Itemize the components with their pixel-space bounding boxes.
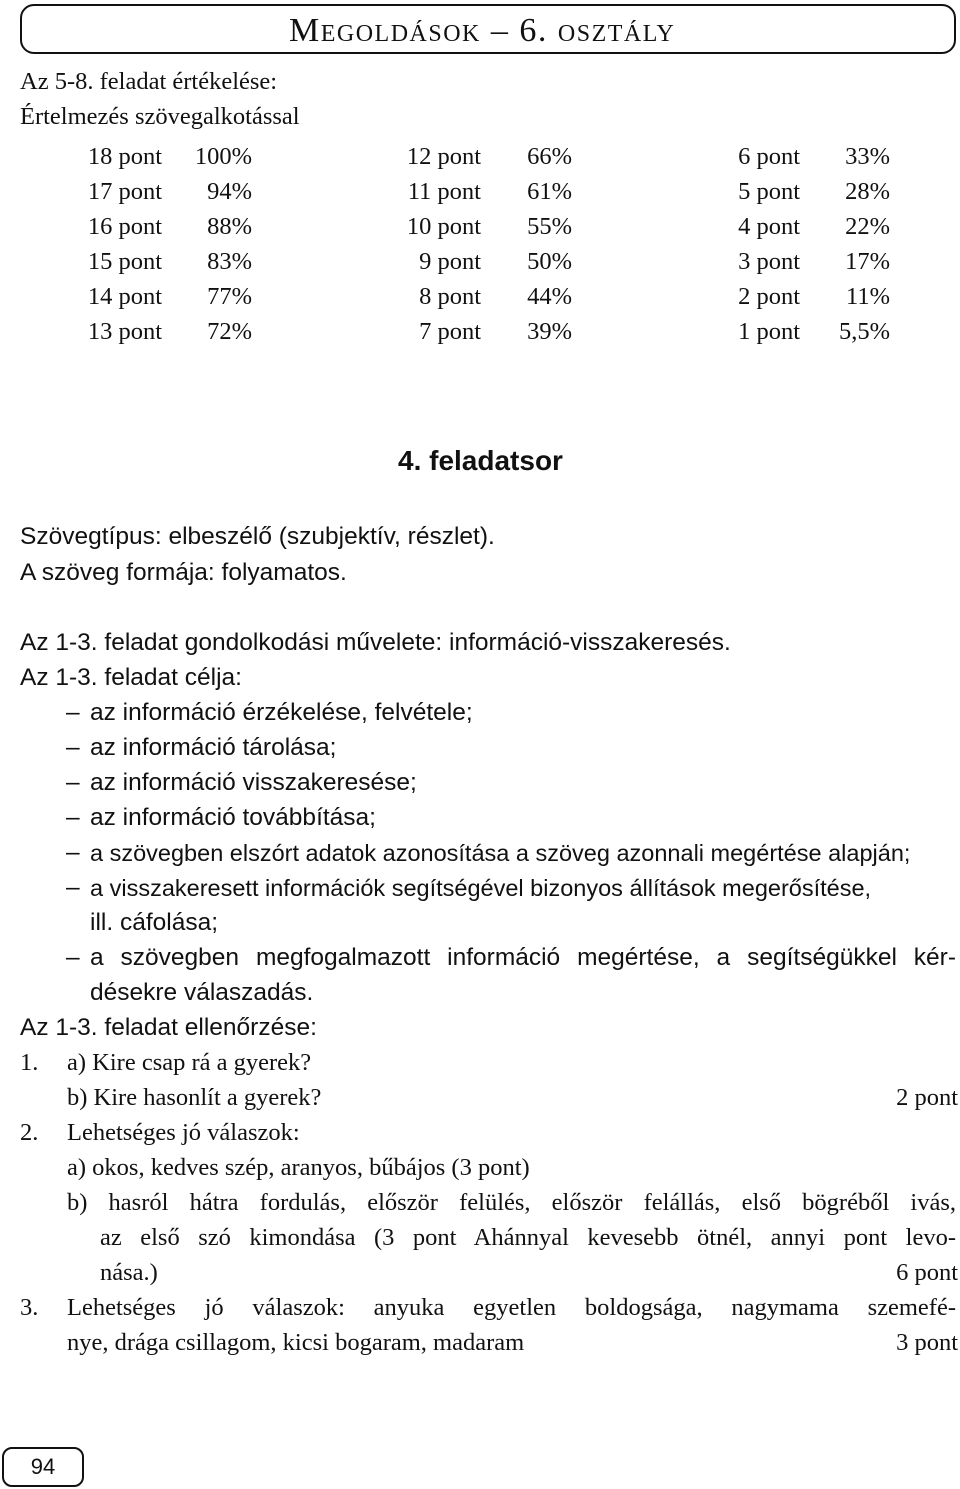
score-percent: 88% bbox=[207, 213, 252, 240]
score-percent: 22% bbox=[845, 213, 890, 240]
score-points: 7 pont bbox=[419, 318, 481, 345]
goal-item-continued: désekre válaszadás. bbox=[90, 979, 314, 1006]
q3-line2: nye, drága csillagom, kicsi bogaram, madaram bbox=[67, 1329, 525, 1356]
goal-item: az információ érzékelése, felvétele; bbox=[90, 699, 473, 726]
score-percent: 72% bbox=[207, 318, 252, 345]
score-percent: 61% bbox=[527, 178, 572, 205]
score-percent: 28% bbox=[845, 178, 890, 205]
score-points: 17 pont bbox=[87, 178, 162, 205]
score-percent: 33% bbox=[845, 143, 890, 170]
score-percent: 39% bbox=[527, 318, 572, 345]
score-points: 2 pont bbox=[738, 283, 800, 310]
score-percent: 55% bbox=[527, 213, 572, 240]
score-percent: 66% bbox=[527, 143, 572, 170]
q2-b-line3: nása.) bbox=[100, 1259, 158, 1286]
section-title: 4. feladatsor bbox=[398, 445, 563, 476]
intro-line-1: Az 5-8. feladat értékelése: bbox=[20, 68, 278, 95]
score-percent: 11% bbox=[846, 283, 890, 310]
score-points: 4 pont bbox=[738, 213, 800, 240]
q3-number: 3. bbox=[20, 1294, 39, 1321]
score-points: 3 pont bbox=[738, 248, 800, 275]
q3-line1: Lehetséges jó válaszok: anyuka egyetlen boldogsága, nagymama szemefé- bbox=[67, 1294, 956, 1321]
q1-number: 1. bbox=[20, 1049, 39, 1076]
goal-dash: – bbox=[66, 734, 80, 761]
score-percent: 100% bbox=[194, 143, 252, 170]
q2-b-line2: az első szó kimondása (3 pont Ahánnyal kevesebb ötnél, annyi pont levo- bbox=[100, 1224, 956, 1251]
goal-dash: – bbox=[66, 839, 80, 866]
score-percent: 77% bbox=[207, 283, 252, 310]
goal-item-continued: ill. cáfolása; bbox=[90, 909, 219, 936]
score-points: 14 pont bbox=[87, 283, 162, 310]
check-title: Az 1-3. feladat ellenőrzése: bbox=[20, 1014, 317, 1041]
score-percent: 17% bbox=[845, 248, 890, 275]
score-points: 1 pont bbox=[738, 318, 800, 345]
score-points: 12 pont bbox=[406, 143, 481, 170]
score-percent: 44% bbox=[527, 283, 572, 310]
q1-points: 2 pont bbox=[896, 1084, 958, 1111]
score-points: 11 pont bbox=[407, 178, 481, 205]
score-points: 9 pont bbox=[419, 248, 481, 275]
score-points: 5 pont bbox=[738, 178, 800, 205]
q2-b-line1: b) hasról hátra fordulás, először felülés, először felállás, első bögréből ivás, bbox=[67, 1189, 956, 1216]
goal-dash: – bbox=[66, 874, 80, 901]
intro-line-2: Értelmezés szövegalkotással bbox=[20, 103, 300, 130]
goal-dash: – bbox=[66, 944, 80, 971]
goal-item: az információ továbbítása; bbox=[90, 804, 376, 831]
score-percent: 50% bbox=[527, 248, 572, 275]
goal-item: a szövegben elszórt adatok azonosítása a szöveg azonnali megértése alapján; bbox=[90, 840, 911, 866]
goal-dash: – bbox=[66, 699, 80, 726]
operation-line: Az 1-3. feladat gondolkodási művelete: információ-visszakeresés. bbox=[20, 629, 731, 656]
q1-b: b) Kire hasonlít a gyerek? bbox=[67, 1084, 322, 1111]
goal-item: az információ visszakeresése; bbox=[90, 769, 417, 796]
goal-item: a szövegben megfogalmazott információ megértése, a segítségükkel kér- bbox=[90, 944, 956, 971]
goal-item: az információ tárolása; bbox=[90, 734, 337, 761]
q2-points: 6 pont bbox=[896, 1259, 958, 1286]
goal-item: a visszakeresett információk segítségével bizonyos állítások megerősítése, bbox=[90, 875, 872, 901]
score-points: 16 pont bbox=[87, 213, 162, 240]
text-form: A szöveg formája: folyamatos. bbox=[20, 559, 347, 586]
score-percent: 83% bbox=[207, 248, 252, 275]
score-percent: 5,5% bbox=[838, 318, 890, 345]
score-points: 13 pont bbox=[87, 318, 162, 345]
page-number: 94 bbox=[2, 1447, 84, 1487]
goal-title: Az 1-3. feladat célja: bbox=[20, 664, 242, 691]
text-type: Szövegtípus: elbeszélő (szubjektív, részlet). bbox=[20, 523, 495, 550]
q2-intro: Lehetséges jó válaszok: bbox=[67, 1119, 300, 1146]
score-points: 18 pont bbox=[87, 143, 162, 170]
goal-dash: – bbox=[66, 769, 80, 796]
q3-points: 3 pont bbox=[896, 1329, 958, 1356]
q2-number: 2. bbox=[20, 1119, 39, 1146]
q1-a: a) Kire csap rá a gyerek? bbox=[67, 1049, 312, 1076]
score-points: 15 pont bbox=[87, 248, 162, 275]
score-points: 6 pont bbox=[738, 143, 800, 170]
score-points: 10 pont bbox=[406, 213, 481, 240]
goal-dash: – bbox=[66, 804, 80, 831]
score-points: 8 pont bbox=[419, 283, 481, 310]
score-percent: 94% bbox=[207, 178, 252, 205]
page-title: Megoldások – 6. osztály bbox=[283, 13, 681, 49]
q2-a: a) okos, kedves szép, aranyos, bűbájos (3 pont) bbox=[67, 1154, 530, 1181]
